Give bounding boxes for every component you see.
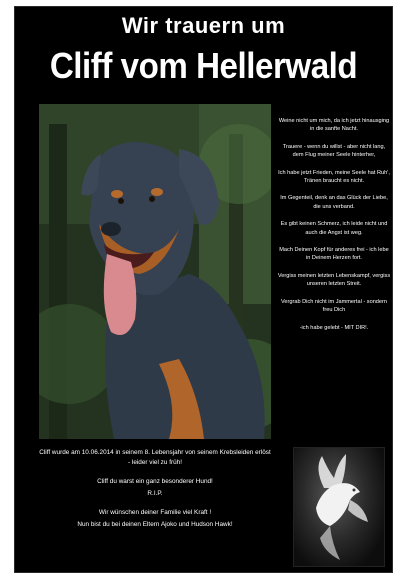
- memorial-poem: [277, 117, 391, 341]
- memorial-line: Nun bist du bei deinen Eltern Ajoko und Hudson Hawk!: [77, 521, 233, 528]
- memorial-line: Cliff wurde am 10.06.2014 in seinem 8. Lebensjahr von seinem Krebsleiden erlöst - leider viel zu früh!: [39, 449, 271, 466]
- memorial-line: Cliff du warst ein ganz besonderer Hund!: [97, 478, 213, 485]
- poem-line: Weine nicht um mich, da ich jetzt hinausging in die sanfte Nacht.: [278, 118, 390, 133]
- dobermann-image: [39, 104, 271, 439]
- memorial-line: Wir wünschen deiner Familie viel Kraft !: [98, 509, 212, 516]
- dog-name: Cliff vom Hellerwald: [49, 45, 358, 86]
- poem-line: Vergiss meinen letzten Lebenskampf, vergiss unseren letzten Streit.: [277, 272, 391, 288]
- memorial-card: [14, 6, 393, 573]
- white-dove-icon: [294, 448, 384, 566]
- dog-photo: [39, 104, 271, 439]
- poem-line: Ich habe jetzt Frieden, meine Seele hat Ruh', Tränen braucht es nicht.: [278, 169, 390, 185]
- memorial-line: R.I.P.: [147, 490, 163, 497]
- poem-line: Trauere - wenn du willst - aber nicht lang, dem Flug meiner Seele hinterher,: [282, 143, 386, 159]
- dove-image: [293, 447, 385, 567]
- poem-line: Im Gegenteil, denk an das Glück der Liebe, die uns verband.: [280, 195, 388, 210]
- poem-line: Mach Deinen Kopf für anderes frei - ich lebe in Deinem Herzen fort.: [279, 247, 389, 262]
- poem-line: Es gibt keinen Schmerz, ich leide nicht und auch die Angst ist weg.: [280, 221, 388, 236]
- poem-line: -ich habe gelebt - MIT DIR!.: [299, 324, 369, 331]
- page-title: Wir trauern um: [121, 13, 286, 38]
- poem-line: Vergrab Dich nicht im Jammertal - sondern freu Dich: [280, 298, 387, 314]
- memorial-text: [39, 448, 271, 539]
